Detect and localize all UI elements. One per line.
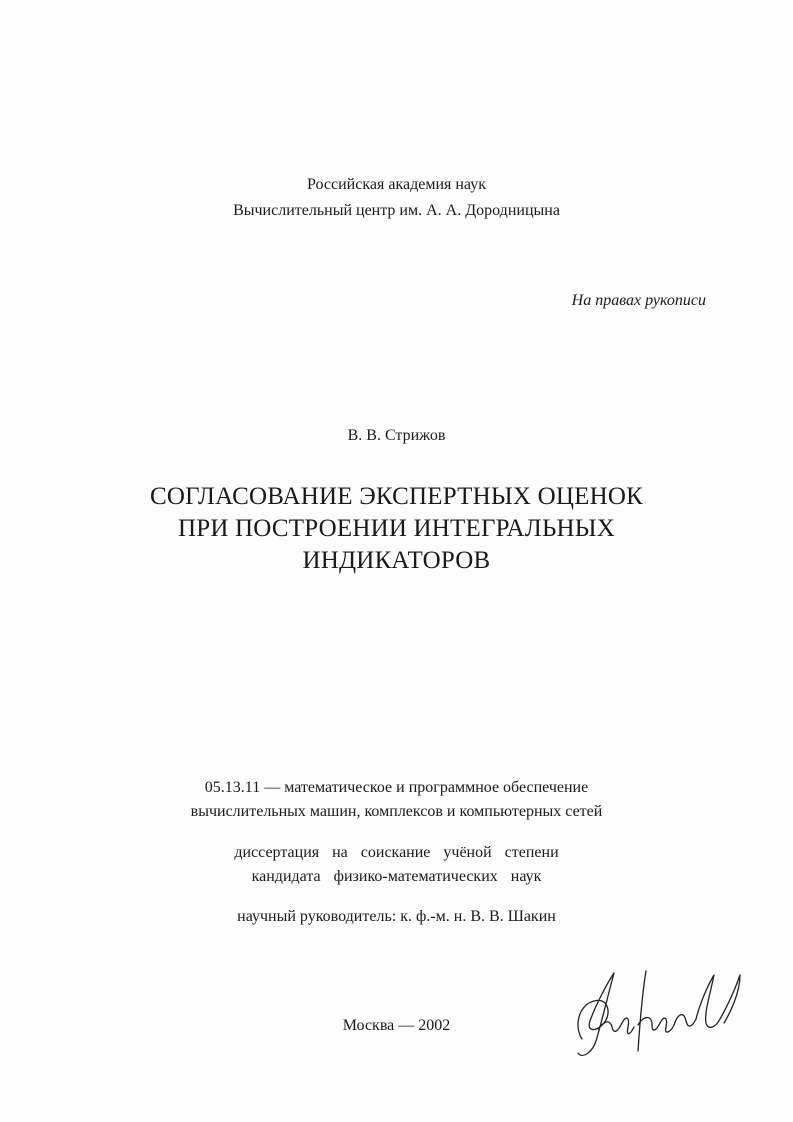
degree-line-2: кандидата физико-математических наук xyxy=(251,868,542,885)
title-line-1: СОГЛАСОВАНИЕ ЭКСПЕРТНЫХ ОЦЕНОК xyxy=(150,483,643,510)
title-line-3: ИНДИКАТОРОВ xyxy=(302,547,491,574)
academy-name: Российская академия наук xyxy=(307,176,486,193)
manuscript-note: На правах рукописи xyxy=(571,292,706,309)
institution-header xyxy=(0,172,793,224)
specialty-line-2: вычислительных машин, комплексов и компьютерных сетей xyxy=(190,803,603,820)
title-line-2: ПРИ ПОСТРОЕНИИ ИНТЕГРАЛЬНЫХ xyxy=(177,515,616,542)
specialty-line-1: 05.13.11 — математическое и программное обеспечение xyxy=(204,779,589,796)
author-block xyxy=(0,423,793,449)
dissertation-title xyxy=(0,481,793,577)
city-year: Москва — 2002 xyxy=(342,1017,451,1034)
degree-block xyxy=(0,841,793,889)
author-name: В. В. Стрижов xyxy=(347,427,446,444)
advisor-block xyxy=(0,904,793,930)
specialty-block xyxy=(0,776,793,824)
handwritten-signature-icon xyxy=(568,965,748,1065)
degree-line-1: диссертация на соискание учёной степени xyxy=(234,844,559,861)
advisor-line: научный руководитель: к. ф.-м. н. В. В. Шакин xyxy=(237,908,556,925)
computing-center-name: Вычислительный центр им. А. А. Дородницына xyxy=(233,202,560,219)
